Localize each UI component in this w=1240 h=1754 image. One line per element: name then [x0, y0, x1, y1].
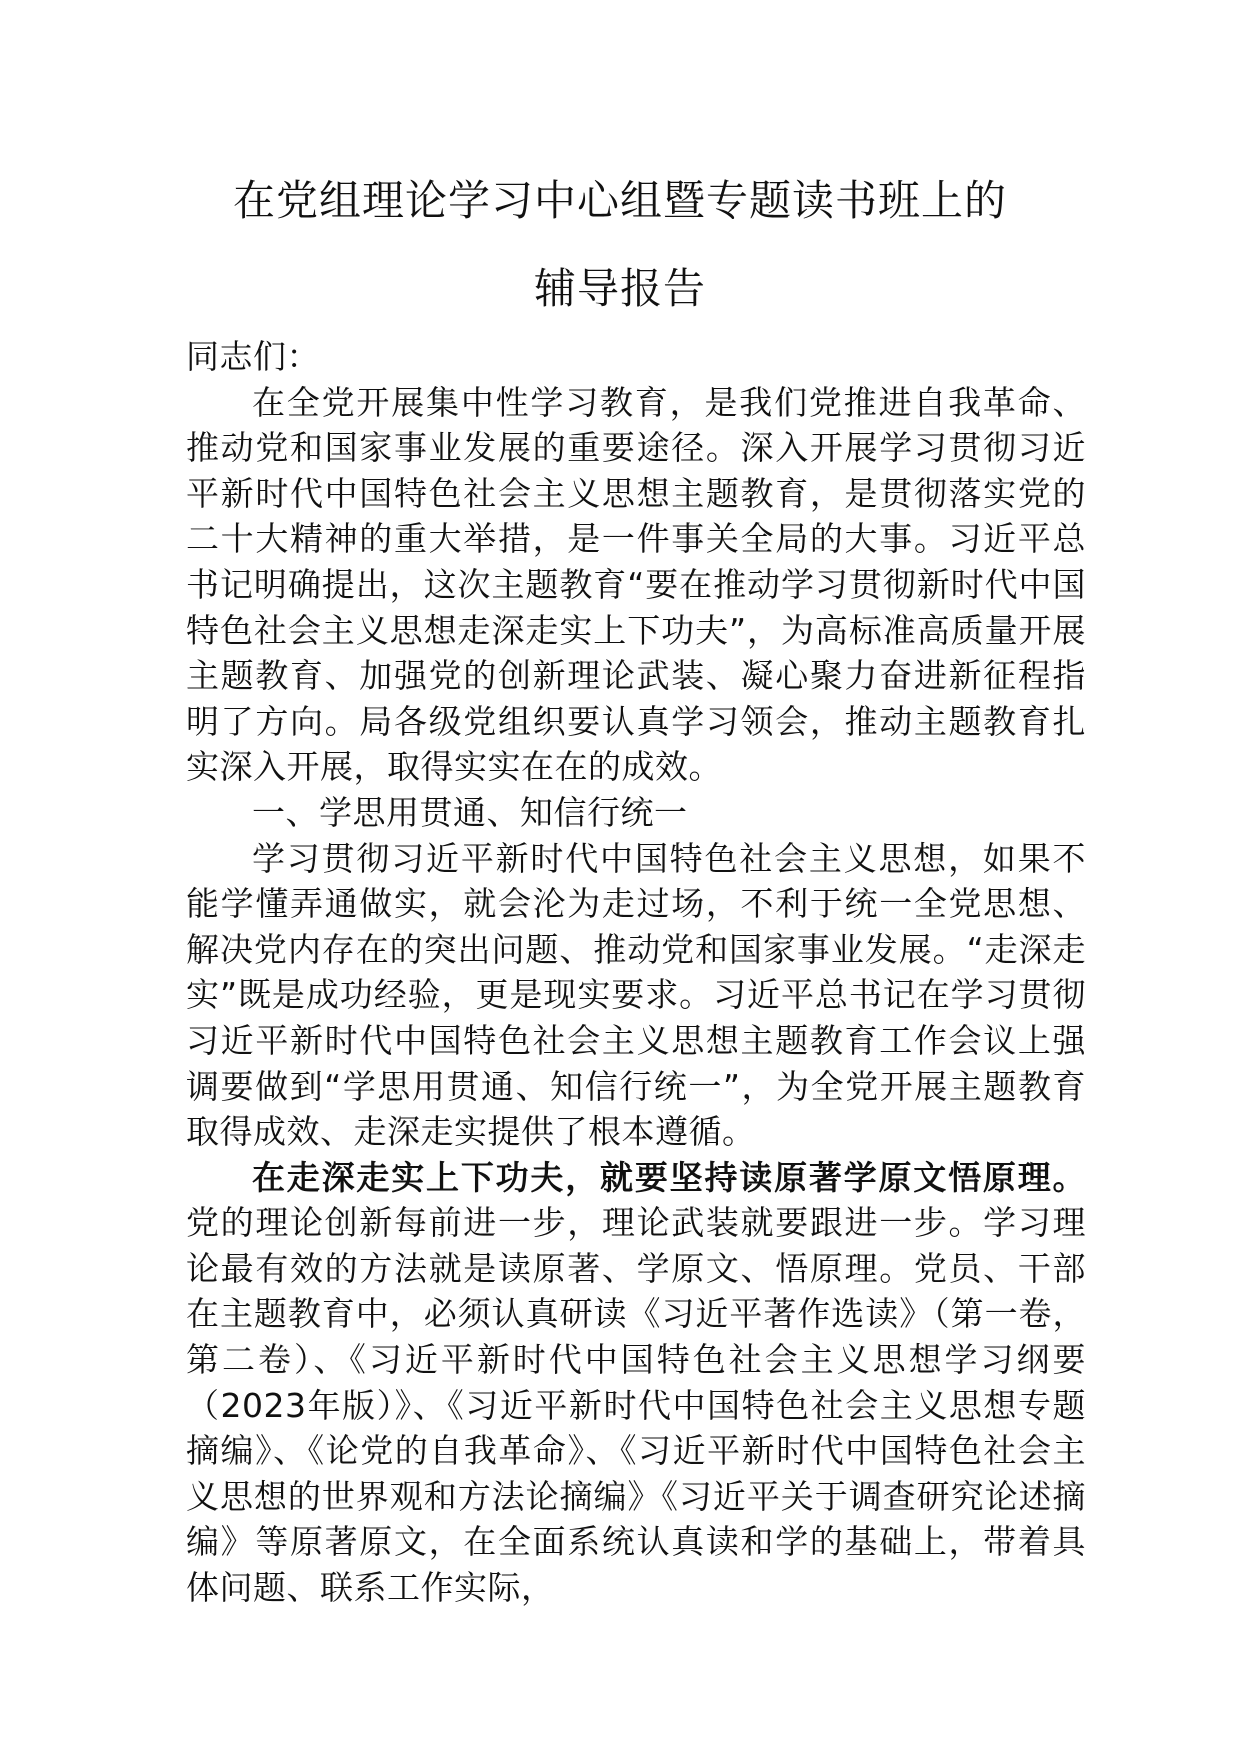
document-title-line-2: 辅导报告 — [533, 264, 706, 313]
document-title-line-1: 在党组理论学习中心组暨专题读书班上的 — [232, 176, 1007, 225]
paragraph-lead-sentence: 在走深走实上下功夫，就要坚持读原著学原文悟原理。 — [252, 1157, 1086, 1197]
paragraph-section-1: 学习贯彻习近平新时代中国特色社会主义思想，如果不能学懂弄通做实，就会沦为走过场，不利于统一全党思想、解决党内存在的突出问题、推动党和国家事业发展。“走深走实”既是成功经验，更是现实要求。习近平总书记在学习贯彻习近平新时代中国特色社会主义思想主题教育工作会议上强调要做到“学思用贯通、知信行统一”，为全党开展主题教育取得成效、走深走实提供了根本遵循。 — [186, 838, 1086, 1152]
paragraph-intro: 在全党开展集中性学习教育，是我们党推进自我革命、推动党和国家事业发展的重要途径。深入开展学习贯彻习近平新时代中国特色社会主义思想主题教育，是贯彻落实党的二十大精神的重大举措，是一件事关全局的大事。习近平总书记明确提出，这次主题教育“要在推动学习贯彻新时代中国特色社会主义思想走深走实上下功夫”，为高标准高质量开展主题教育、加强党的创新理论武装、凝心聚力奋进新征程指明了方向。局各级党组织要认真学习领会，推动主题教育扎实深入开展，取得实实在在的成效。 — [186, 382, 1086, 787]
document-body — [186, 334, 1086, 1611]
paragraph-reading-originals — [186, 1155, 1086, 1611]
section-heading-1: 一、学思用贯通、知信行统一 — [252, 792, 688, 832]
salutation: 同志们： — [186, 337, 320, 376]
paragraph-body-text: 党的理论创新每前进一步，理论武装就要跟进一步。学习理论最有效的方法就是读原著、学原文、悟原理。党员、干部在主题教育中，必须认真研读《习近平著作选读》（第一卷，第二卷）、《习近平新时代中国特色社会主义思想学习纲要（2023年版）》、《习近平新时代中国特色社会主义思想专题摘编》、《论党的自我革命》、《习近平新时代中国特色社会主义思想的世界观和方法论摘编》《习近平关于调查研究论述摘编》等原著原文，在全面系统认真读和学的基础上，带着具体问题、联系工作实际， — [186, 1203, 1086, 1608]
